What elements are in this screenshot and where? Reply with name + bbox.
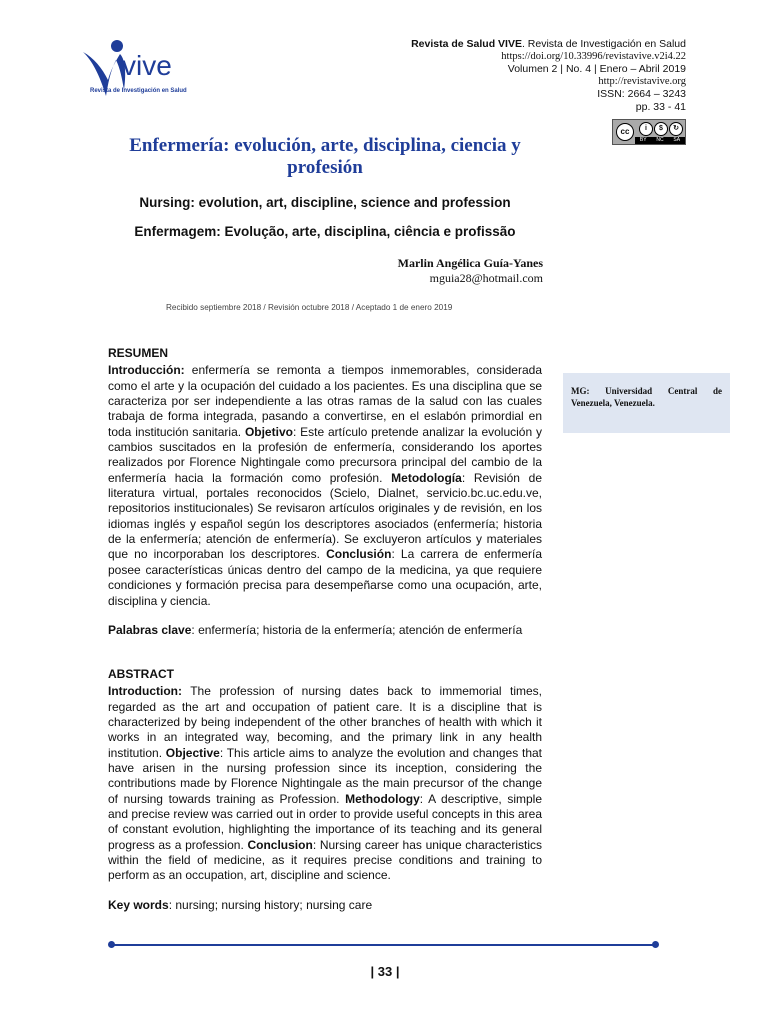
resumen-section — [108, 346, 542, 638]
keywords-en — [108, 898, 542, 913]
journal-name: Revista de Salud VIVE — [411, 38, 522, 50]
keywords-label-es: Palabras clave — [108, 622, 192, 637]
affiliation-box — [563, 373, 730, 433]
doi-link[interactable]: https://doi.org/10.33996/revistavive.v2i4.22 — [501, 50, 686, 62]
methodology-text-es: : Revisión de literatura virtual, portales reconocidos (Scielo, Dialnet, servicio.bc.uc.edu.ve, repositorios institucionales) Se revisaron artículos originales y de revisión, en los idiomas inglés y español según los descriptores asociados (enfermería; historia de la enfermería; atención de enfermería). Se excluyeron artículos y materiales que no incorporaban los descriptores. — [108, 470, 542, 562]
abstract-section — [108, 667, 542, 913]
volume-info: Volumen 2 | No. 4 | Enero – Abril 2019 — [507, 63, 686, 76]
objective-label-es: Objetivo — [244, 424, 293, 439]
journal-logo — [80, 38, 210, 108]
conclusion-label-en: Conclusion — [247, 837, 313, 852]
author-email[interactable]: mguia28@hotmail.com — [429, 271, 543, 285]
intro-label-en: Introduction: — [108, 684, 182, 699]
article-title-pt: Enfermagem: Evolução, arte, disciplina, ciência e profissão — [134, 224, 516, 239]
keywords-text-en: : nursing; nursing history; nursing care — [168, 897, 373, 912]
affiliation-text: MG: Universidad Central de Venezuela, Venezuela. — [571, 386, 722, 408]
page-number: | 33 | — [370, 964, 400, 979]
methodology-label-es: Metodología — [391, 470, 462, 485]
journal-line — [366, 38, 686, 51]
page-range: pp. 33 - 41 — [635, 100, 686, 113]
resumen-heading: RESUMEN — [108, 346, 169, 360]
keywords-label-en: Key words — [108, 897, 169, 912]
creative-commons-badge[interactable] — [612, 119, 686, 145]
sharealike-icon: ↻ — [669, 122, 683, 136]
license-labels — [635, 137, 685, 144]
website-link[interactable]: http://revistavive.org — [598, 75, 686, 87]
license-nc: NC — [656, 137, 664, 143]
noncommercial-icon: $ — [654, 122, 668, 136]
resumen-text — [108, 363, 542, 609]
journal-tagline: . Revista de Investigación en Salud — [521, 38, 686, 50]
cc-icon: cc — [616, 123, 634, 141]
article-title-es: Enfermería: evolución, arte, disciplina, ciencia y profesión — [129, 135, 521, 178]
license-sa: SA — [673, 137, 681, 143]
intro-label-es: Introducción: — [108, 363, 185, 378]
keywords-es — [108, 623, 542, 638]
attribution-icon: i — [639, 122, 653, 136]
author-block — [398, 256, 543, 286]
journal-header-info — [366, 38, 686, 114]
abstract-heading: ABSTRACT — [108, 667, 174, 681]
objective-text-en: : This article aims to analyze the evolution and changes that have arisen in the nursing profession since its inception, considering the contributions made by Florence Nightingale as the main precursor of the change of nursing towards training as Profession. — [108, 745, 542, 806]
methodology-label-en: Methodology — [345, 791, 420, 806]
issn: ISSN: 2664 – 3243 — [597, 88, 686, 101]
author-name: Marlin Angélica Guía-Yanes — [397, 256, 543, 270]
license-by: BY — [639, 137, 647, 143]
keywords-text-es: : enfermería; historia de la enfermería; atención de enfermería — [191, 622, 523, 637]
logo-subtext: Revista de Investigación en Salud — [90, 88, 187, 94]
received-dates: Recibido septiembre 2018 / Revisión octubre 2018 / Aceptado 1 de enero 2019 — [166, 303, 453, 312]
objective-label-en: Objective — [165, 745, 220, 760]
intro-text-es: enfermería se remonta a tiempos inmemorables, considerada como el arte y la ocupación del cuidado a los pacientes. Es una disciplina que se caracteriza por ser independiente a las otras ramas de la salud con las cuales trabaja de forma integrada, pasando a convertirse, en el eslabón primordial en toda institución sanitaria. — [108, 363, 542, 439]
logo-wordmark: vive — [122, 50, 172, 81]
intro-text-en: The profession of nursing dates back to immemorial times, regarded as the art and occupation of patient care. It is a discipline that is characterized by being independent of the other branches of health with which it works in an integrated way, becoming, and the primary link in any health institution. — [108, 684, 542, 760]
footer-rule — [112, 944, 656, 946]
abstract-text — [108, 684, 542, 883]
conclusion-text-en: : Nursing career has unique characteristics within the field of medicine, as it requires precise conditions and training to perform as an occupation, art, discipline and science. — [108, 837, 542, 883]
footer-rule-right-dot — [652, 941, 659, 948]
footer-rule-left-dot — [108, 941, 115, 948]
conclusion-text-es: : La carrera de enfermería posee características únicas dentro del campo de la medicina, ya que requiere condiciones y formación precisa para desempeñarse como una ocupación, arte, disciplina y ciencia. — [108, 547, 543, 608]
article-title-en: Nursing: evolution, art, discipline, science and profession — [139, 195, 511, 210]
conclusion-label-es: Conclusión — [326, 547, 392, 562]
methodology-text-en: : A descriptive, simple and precise review was carried out in order to provide useful concepts in this area of constant evolution, highlighting the importance of its teaching and its general progress as a profession. — [108, 791, 542, 852]
objective-text-es: : Este artículo pretende analizar la evolución y cambios suscitados en la profesión de enfermería, considerando los aportes realizados por Florence Nightingale como precursora principal del cambio de la enfermería hacia la formación como profesión. — [108, 424, 542, 485]
